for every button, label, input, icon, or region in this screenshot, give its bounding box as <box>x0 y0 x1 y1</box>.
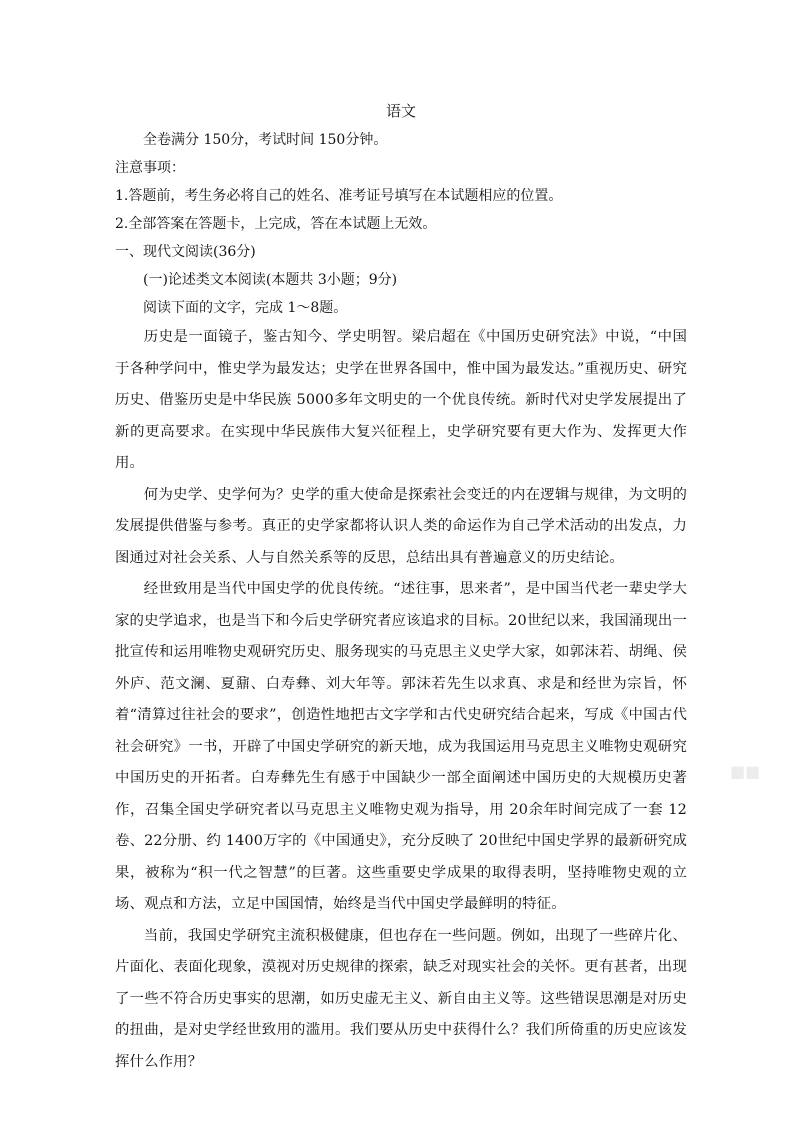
body-paragraph: 当前，我国史学研究主流积极健康，但也存在一些问题。例如，出现了一些碎片化、片面化、表面化现象，漠视对历史规律的探索，缺乏对现实社会的关怀。更有甚者，出现了一些不符合历史事实的思潮，如历史虚无主义、新自由主义等。这些错误思潮是对历史的扭曲，是对史学经世致用的滥用。我们要从历史中获得什么？我们所倚重的历史应该发挥什么作用？ <box>115 927 687 1070</box>
faint-watermark: ■■ <box>730 762 761 781</box>
reading-instruction: 阅读下面的文字，完成 1～8题。 <box>143 300 348 316</box>
subsection-heading: (一)论述类文本阅读(本题共 3小题；9分) <box>143 272 398 288</box>
body-paragraph: 历史是一面镜子，鉴古知今、学史明智。梁启超在《中国历史研究法》中说，“中国于各种学问中，惟史学为最发达；史学在世界各国中，惟中国为最发达。”重视历史、研究历史、借鉴历史是中华民族 5000多年文明史的一个优良传统。新时代对史学发展提出了新的更高要求。在实现中华民族伟大复兴征程上，史学研究要有更大作为、发挥更大作用。 <box>115 329 687 471</box>
exam-page <box>115 96 687 1078</box>
section-heading: 一、现代文阅读(36分) <box>115 244 256 260</box>
notice-heading: 注意事项： <box>115 160 185 176</box>
body-paragraph: 何为史学、史学何为？史学的重大使命是探索社会变迁的内在逻辑与规律，为文明的发展提供借鉴与参考。真正的史学家都将认识人类的命运作为自己学术活动的出发点，力图通过对社会关系、人与自然关系等的反思，总结出具有普遍意义的历史结论。 <box>115 486 687 566</box>
body-paragraph: 经世致用是当代中国史学的优良传统。“述往事，思来者”，是中国当代老一辈史学大家的史学追求，也是当下和今后史学研究者应该追求的目标。20世纪以来，我国涌现出一批宣传和运用唯物史观研究历史、服务现实的马克思主义史学大家，如郭沫若、胡绳、侯外庐、范文澜、夏鼐、白寿彝、刘大年等。郭沫若先生以求真、求是和经世为宗旨，怀着“清算过往社会的要求”，创造性地把古文字学和古代史研究结合起来，写成《中国古代社会研究》一书，开辟了中国史学研究的新天地，成为我国运用马克思主义唯物史观研究中国历史的开拓者。白寿彝先生有感于中国缺少一部全面阐述中国历史的大规模历史著作，召集全国史学研究者以马克思主义唯物史观为指导，用 20余年时间完成了一套 12卷、22分册、约 1400万字的《中国通史》，充分反映了 20世纪中国史学界的最新研究成果，被称为“积一代之智慧”的巨著。这些重要史学成果的取得表明，坚持唯物史观的立场、观点和方法，立足中国国情，始终是当代中国史学最鲜明的特征。 <box>115 581 687 912</box>
notice-full-score: 全卷满分 150分，考试时间 150分钟。 <box>143 132 388 148</box>
notice-item: 1.答题前，考生务必将自己的姓名、准考证号填写在本试题相应的位置。 <box>115 188 563 204</box>
page-title: 语文 <box>385 102 416 120</box>
notice-item: 2.全部答案在答题卡，上完成，答在本试题上无效。 <box>115 216 437 232</box>
